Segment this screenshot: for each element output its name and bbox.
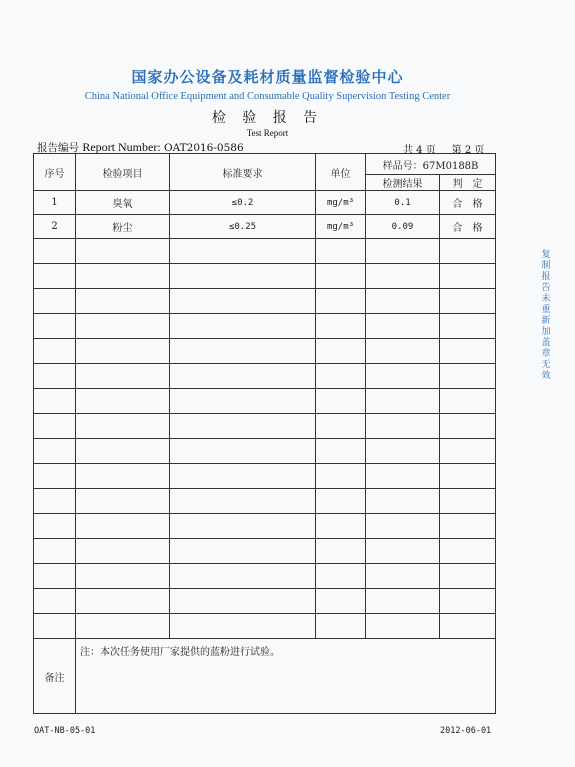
empty-row: [34, 239, 496, 264]
empty-row: [34, 414, 496, 439]
empty-row: [34, 489, 496, 514]
empty-row: [34, 464, 496, 489]
empty-row: [34, 614, 496, 639]
cell-result: 0.09: [366, 215, 440, 239]
copy-notice-stamp: 复制报告未重新加盖章无效: [541, 250, 551, 381]
header-sample-no: 样品号：67M0188B: [366, 154, 496, 175]
report-number-label-en: Report Number:: [82, 140, 161, 154]
org-name-cn: 国家办公设备及耗材质量监督检验中心: [131, 68, 404, 86]
empty-row: [34, 589, 496, 614]
header-item: 检验项目: [76, 154, 170, 191]
empty-row: [34, 339, 496, 364]
total-pages: 共 4 页: [403, 145, 436, 156]
table-row: [34, 215, 496, 239]
cell-standard: ≤0.2: [170, 191, 316, 215]
empty-row: [34, 564, 496, 589]
empty-row: [34, 289, 496, 314]
report-number-value: OAT2016-0586: [164, 142, 244, 154]
header-seq: 序号: [34, 154, 76, 191]
empty-row: [34, 539, 496, 564]
empty-row: [34, 364, 496, 389]
empty-row: [34, 514, 496, 539]
form-date: 2012-06-01: [440, 726, 492, 736]
report-number-label-cn: 报告编号: [37, 142, 79, 154]
cell-seq: 1: [34, 191, 76, 215]
empty-row: [34, 314, 496, 339]
cell-unit: mg/m³: [316, 215, 366, 239]
cell-judge: 合 格: [440, 191, 496, 215]
remark-text: 注：本次任务使用厂家提供的蓝粉进行试验。: [76, 639, 496, 714]
remark-row: [34, 639, 496, 714]
test-results-table: [33, 153, 496, 714]
cell-result: 0.1: [366, 191, 440, 215]
header-unit: 单位: [316, 154, 366, 191]
form-code: OAT-NB-05-01: [34, 726, 96, 736]
table-header-row: [34, 154, 496, 175]
cell-unit: mg/m³: [316, 191, 366, 215]
cell-item: 粉尘: [76, 215, 170, 239]
cell-standard: ≤0.25: [170, 215, 316, 239]
report-title-en: Test Report: [246, 128, 289, 138]
org-name-en: China National Office Equipment and Consumable Quality Supervision Testing Center: [84, 91, 451, 102]
empty-row: [34, 439, 496, 464]
empty-row: [34, 264, 496, 289]
remark-label: 备注: [34, 639, 76, 714]
report-title-cn: 检 验 报 告: [211, 110, 324, 126]
header-standard: 标准要求: [170, 154, 316, 191]
cell-item: 臭氧: [76, 191, 170, 215]
empty-row: [34, 389, 496, 414]
cell-seq: 2: [34, 215, 76, 239]
table-row: [34, 191, 496, 215]
header-judge: 判 定: [440, 175, 496, 191]
header-result: 检测结果: [366, 175, 440, 191]
current-page: 第 2 页: [451, 145, 485, 156]
cell-judge: 合 格: [440, 215, 496, 239]
